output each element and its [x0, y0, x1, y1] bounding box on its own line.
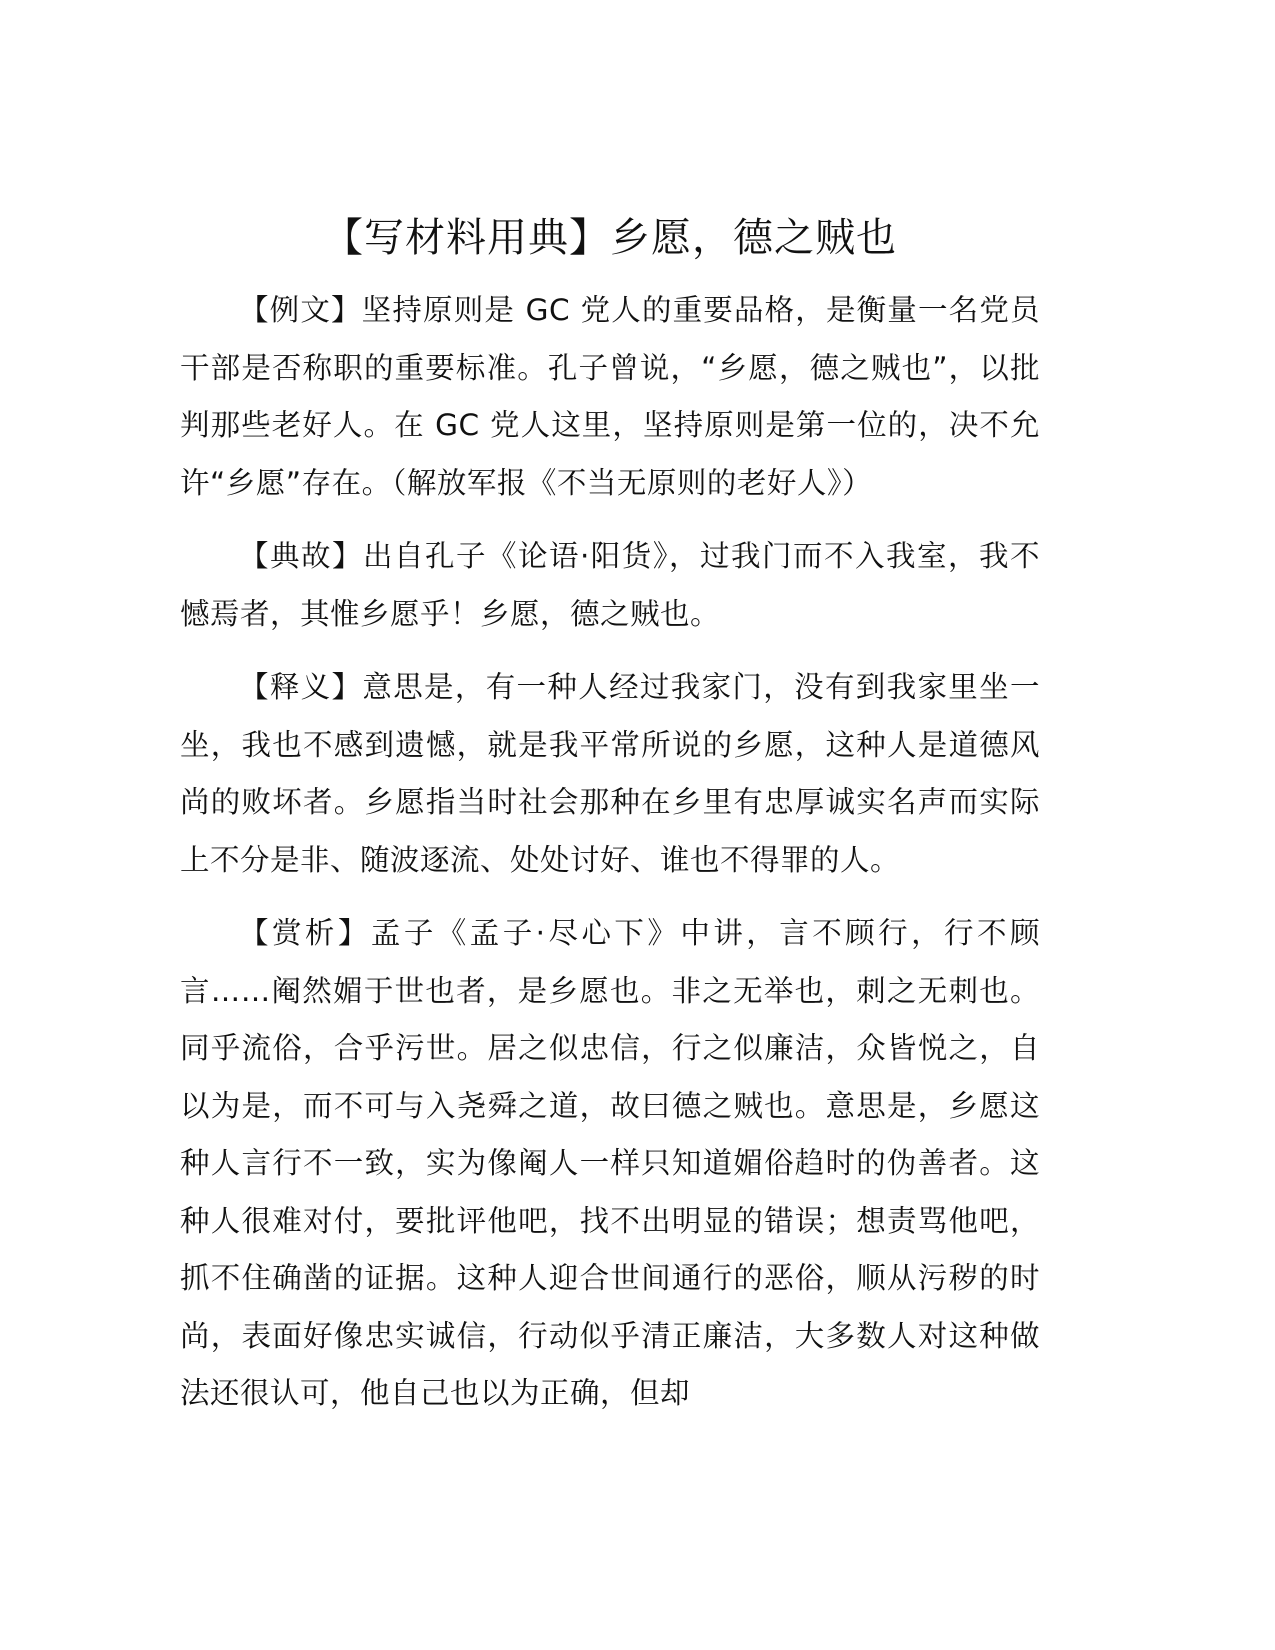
paragraph-analysis: 【赏析】孟子《孟子·尽心下》中讲，言不顾行，行不顾言……阉然媚于世也者，是乡愿也。非之无举也，刺之无刺也。同乎流俗，合乎污世。居之似忠信，行之似廉洁，众皆悦之，自以为是，而不可与入尧舜之道，故曰德之贼也。意思是，乡愿这种人言行不一致，实为像阉人一样只知道媚俗趋时的伪善者。这种人很难对付，要批评他吧，找不出明显的错误；想责骂他吧，抓不住确凿的证据。这种人迎合世间通行的恶俗，顺从污秽的时尚，表面好像忠实诚信，行动似乎清正廉洁，大多数人对这种做法还很认可，他自己也以为正确，但却	[180, 916, 1040, 1410]
paragraph-meaning: 【释义】意思是，有一种人经过我家门，没有到我家里坐一坐，我也不感到遗憾，就是我平常所说的乡愿，这种人是道德风尚的败坏者。乡愿指当时社会那种在乡里有忠厚诚实名声而实际上不分是非、随波逐流、处处讨好、谁也不得罪的人。	[180, 670, 1040, 877]
document-title: 【写材料用典】乡愿，德之贼也	[323, 215, 897, 261]
paragraph-allusion: 【典故】出自孔子《论语·阳货》，过我门而不入我室，我不憾焉者，其惟乡愿乎！乡愿，德之贼也。	[180, 539, 1040, 631]
paragraph-example: 【例文】坚持原则是 GC 党人的重要品格，是衡量一名党员干部是否称职的重要标准。孔子曾说，“乡愿，德之贼也”，以批判那些老好人。在 GC 党人这里，坚持原则是第一位的，决不允许“乡愿”存在。（解放军报《不当无原则的老好人》）	[180, 293, 1040, 500]
document-body	[180, 282, 1040, 1439]
